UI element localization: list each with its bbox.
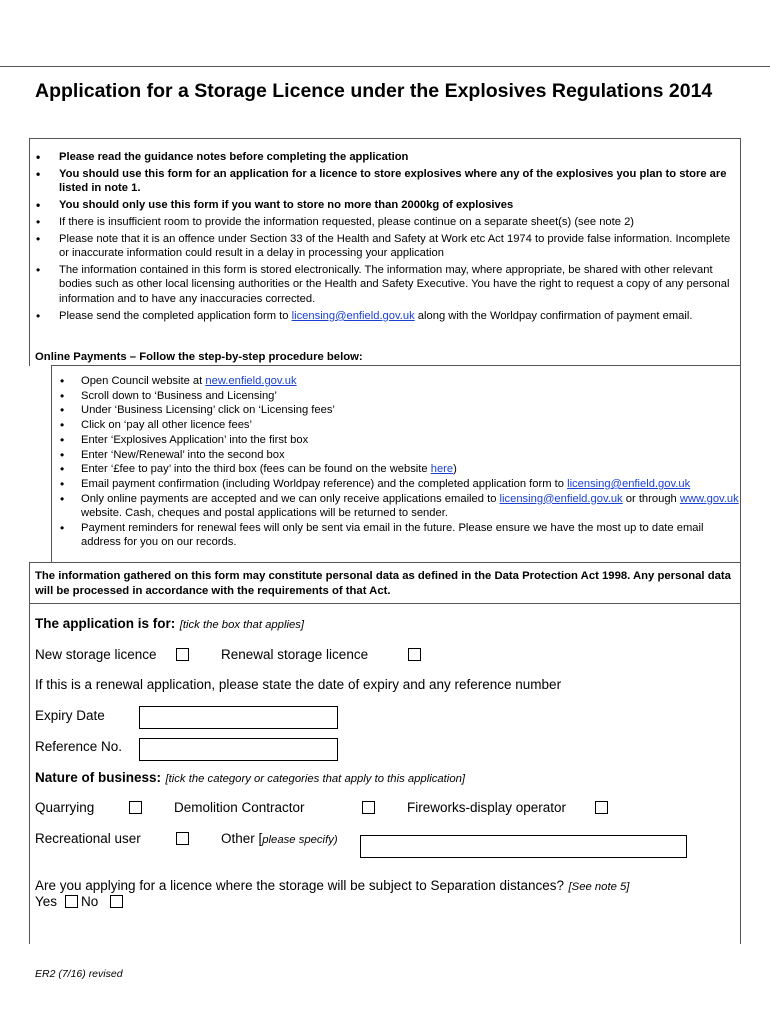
gov-uk-link[interactable]: www.gov.uk — [679, 492, 739, 505]
other-label: Other [please specify) — [221, 831, 338, 846]
note-item: • You should only use this form if you want to store no more than 2000kg of explosives — [29, 198, 739, 213]
renewal-storage-label: Renewal storage licence — [221, 647, 369, 662]
header-rule — [0, 66, 770, 67]
step-item: • Payment reminders for renewal fees will only be sent via email in the future. Please ensure we have the most up to date email address for you on our records. — [52, 521, 740, 550]
expiry-date-field[interactable] — [139, 706, 338, 729]
application-for-label: The application is for: — [35, 616, 176, 631]
new-storage-label: New storage licence — [35, 647, 157, 662]
no-checkbox[interactable] — [110, 895, 123, 908]
step-item: • Enter ‘£fee to pay’ into the third box (fees can be found on the website here) — [52, 462, 740, 476]
fees-here-link[interactable]: here — [430, 463, 454, 476]
note-item: • Please send the completed application form to licensing@enfield.gov.uk along with the Worldpay confirmation of payment email. — [29, 309, 739, 324]
licensing-email-link[interactable]: licensing@enfield.gov.uk — [291, 309, 415, 322]
nature-of-business-hint: [tick the category or categories that apply to this application] — [165, 773, 466, 785]
step-item: • Click on ‘pay all other licence fees’ — [52, 418, 740, 432]
recreational-checkbox[interactable] — [176, 832, 189, 845]
online-payments-heading: Online Payments – Follow the step-by-step procedure below: — [35, 351, 363, 363]
data-protection-statement: The information gathered on this form may constitute personal data as defined in the Data Protection Act 1998. Any personal data will be processed in accordance with the requirements of that Act. — [35, 570, 731, 597]
application-for-hint: [tick the box that applies] — [179, 619, 305, 631]
payment-steps-list — [52, 374, 740, 550]
application-for-heading — [35, 615, 304, 633]
separation-question: Are you applying for a licence where the storage will be subject to Separation distances? [See note 5] — [35, 878, 630, 893]
step-item: • Scroll down to ‘Business and Licensing’ — [52, 389, 740, 403]
demolition-label: Demolition Contractor — [174, 800, 305, 815]
step-item: • Email payment confirmation (including Worldpay reference) and the completed application form to licensing@enfield.gov.uk — [52, 477, 740, 491]
nature-of-business-label: Nature of business: — [35, 770, 162, 785]
page-title: Application for a Storage Licence under the Explosives Regulations 2014 — [35, 80, 713, 102]
step-item: • Under ‘Business Licensing’ click on ‘Licensing fees’ — [52, 403, 740, 417]
no-label: No — [81, 894, 99, 909]
reference-no-label: Reference No. — [35, 739, 123, 754]
yes-checkbox[interactable] — [65, 895, 78, 908]
demolition-checkbox[interactable] — [362, 801, 375, 814]
new-storage-checkbox[interactable] — [176, 648, 189, 661]
licensing-email-link[interactable]: licensing@enfield.gov.uk — [567, 477, 691, 490]
licensing-email-link[interactable]: licensing@enfield.gov.uk — [499, 492, 623, 505]
note-item: • Please read the guidance notes before completing the application — [29, 150, 739, 165]
nature-of-business-heading — [35, 769, 465, 787]
guidance-notes-list — [29, 150, 739, 326]
expiry-date-label: Expiry Date — [35, 708, 105, 723]
renewal-question: If this is a renewal application, please state the date of expiry and any reference number — [35, 677, 562, 692]
quarrying-label: Quarrying — [35, 800, 95, 815]
step-item: • Enter ‘Explosives Application’ into the first box — [52, 433, 740, 447]
fireworks-label: Fireworks-display operator — [407, 800, 567, 815]
quarrying-checkbox[interactable] — [129, 801, 142, 814]
note-item: • If there is insufficient room to provide the information requested, please continue on a separate sheet(s) (see note 2) — [29, 215, 739, 230]
form-reference-footer: ER2 (7/16) revised — [35, 968, 123, 980]
note-item: • You should use this form for an application for a licence to store explosives where any of the explosives you plan to store are listed in note 1. — [29, 167, 739, 196]
step-item: • Enter ‘New/Renewal’ into the second box — [52, 448, 740, 462]
reference-no-field[interactable] — [139, 738, 338, 761]
note-item: • The information contained in this form is stored electronically. The information may, where appropriate, be shared with other relevant bodies such as other local licensing authorities or the Health and Safety Executive. You have the right to request a copy of any personal information and to have any inaccuracies corrected. — [29, 263, 739, 307]
council-website-link[interactable]: new.enfield.gov.uk — [205, 375, 297, 387]
step-item: • Only online payments are accepted and we can only receive applications emailed to licensing@enfield.gov.uk or through www.gov.uk website. Cash, cheques and postal applications will be returned to sender. — [52, 492, 740, 521]
note-item: • Please note that it is an offence under Section 33 of the Health and Safety at Work etc Act 1974 to provide false information. Incomplete or inaccurate information could result in a delay in processing your application — [29, 232, 739, 261]
renewal-storage-checkbox[interactable] — [408, 648, 421, 661]
fireworks-checkbox[interactable] — [595, 801, 608, 814]
other-specify-field[interactable] — [360, 835, 687, 858]
yes-label: Yes — [35, 894, 58, 909]
step-item: • Open Council website at new.enfield.gov.uk — [52, 374, 740, 388]
recreational-label: Recreational user — [35, 831, 141, 846]
